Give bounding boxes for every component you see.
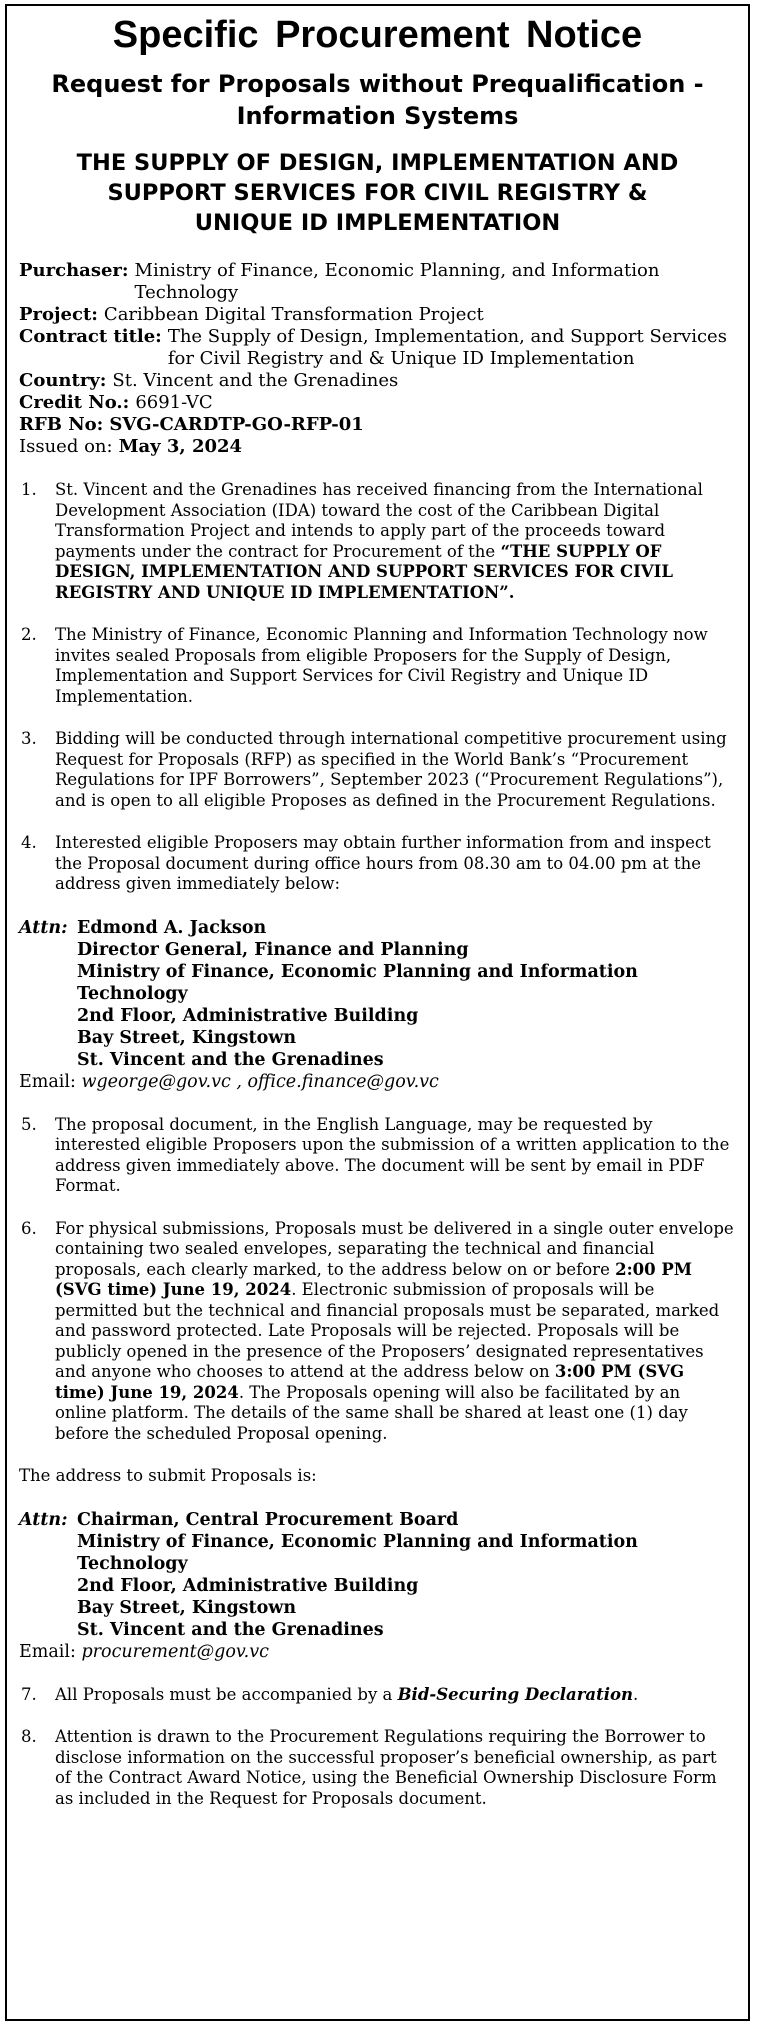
paragraph-2 — [19, 625, 736, 707]
country-label: Country: — [19, 370, 107, 391]
country-value: St. Vincent and the Grenadines — [112, 370, 399, 391]
paragraph-1-contract-name: “THE SUPPLY OF DESIGN, IMPLEMENTATION AND SUPPORT SERVICES FOR CIVIL REGISTRY AND UNIQUE ID IMPLEMENTATION”. — [55, 541, 673, 602]
paragraph-number: 6. — [21, 1218, 37, 1238]
attn-label: Attn: — [19, 1509, 68, 1530]
address-intro: The address to submit Proposals is: — [19, 1466, 317, 1485]
paragraph-1 — [19, 480, 736, 603]
credit-label: Credit No.: — [19, 392, 130, 413]
credit-value: 6691-VC — [135, 392, 213, 413]
email-label: Email: — [19, 1071, 76, 1092]
recipient-floor: 2nd Floor, Administrative Building — [77, 1575, 419, 1596]
recipient-ministry: Ministry of Finance, Economic Planning and Information Technology — [77, 1531, 638, 1574]
paragraph-number: 8. — [21, 1727, 37, 1746]
purchaser-value: Ministry of Finance, Economic Planning, and Information Technology — [134, 260, 660, 303]
project-title-line-1: THE SUPPLY OF DESIGN, IMPLEMENTATION AND — [76, 150, 679, 176]
issued-row — [19, 436, 736, 458]
project-value: Caribbean Digital Transformation Project — [103, 304, 484, 325]
paragraph-4-text: Interested eligible Proposers may obtain further information from and inspect the Proposal document during office hours from 08.30 am to 04.00 pm at the address given immediately below: — [55, 833, 711, 893]
email-label: Email: — [19, 1641, 76, 1662]
notice-subtitle — [19, 68, 736, 132]
paragraph-3 — [19, 729, 736, 811]
paragraph-number: 3. — [21, 729, 37, 748]
contact-address — [19, 917, 736, 1071]
paragraph-7-text: All Proposals must be accompanied by a — [55, 1684, 393, 1704]
paragraph-number: 2. — [21, 625, 37, 644]
contract-row — [19, 326, 736, 370]
project-title-line-2: SUPPORT SERVICES FOR CIVIL REGISTRY & — [107, 180, 648, 206]
contact-floor: 2nd Floor, Administrative Building — [77, 1005, 419, 1026]
contact-country: St. Vincent and the Grenadines — [77, 1049, 384, 1070]
paragraph-number: 1. — [21, 480, 37, 499]
recipient-country: St. Vincent and the Grenadines — [77, 1619, 384, 1640]
issued-value: May 3, 2024 — [118, 436, 243, 457]
paragraph-6-text-a: For physical submissions, Proposals must be delivered in a single outer envelope containing two sealed envelopes, separating the technical and financial proposals, each clearly marked, to the address below on or before — [55, 1218, 734, 1279]
paragraph-5 — [19, 1115, 736, 1197]
notice-frame — [5, 4, 750, 2021]
purchaser-row — [19, 260, 736, 304]
paragraph-2-text: The Ministry of Finance, Economic Planning and Information Technology now invites sealed Proposals from eligible Proposers for the Supply of Design, Implementation and Support Services for Civil Registry and Unique ID Implementation. — [55, 625, 708, 706]
project-title — [19, 148, 736, 238]
paragraph-6-text-c: . The Proposals opening will also be facilitated by an online platform. The details of the same shall be shared at least one (1) day before the scheduled Proposal opening. — [55, 1382, 688, 1443]
paragraph-7 — [19, 1685, 736, 1706]
paragraph-6 — [19, 1219, 736, 1445]
recipient-street: Bay Street, Kingstown — [77, 1597, 297, 1618]
bid-securing-declaration: Bid-Securing Declaration — [397, 1684, 633, 1704]
attn-label: Attn: — [19, 917, 68, 938]
contact-ministry: Ministry of Finance, Economic Planning and Information Technology — [77, 961, 638, 1004]
notice-title: Specific Procurement Notice — [112, 14, 643, 56]
country-row — [19, 370, 736, 392]
contact-email-link[interactable]: wgeorge@gov.vc , office.finance@gov.vc — [81, 1071, 439, 1092]
recipient-title: Chairman, Central Procurement Board — [77, 1509, 459, 1530]
paragraph-5-text: The proposal document, in the English Language, may be requested by interested eligible Proposers upon the submission of a written application to the address given immediately above. The document will be sent by email in PDF Format. — [55, 1114, 730, 1195]
rfb-row — [19, 414, 736, 436]
paragraph-1-text: St. Vincent and the Grenadines has received financing from the International Development Association (IDA) toward the cost of the Caribbean Digital Transformation Project and intends to apply part of the proceeds toward payments under the contract for Procurement of the — [55, 480, 703, 561]
submission-email-link[interactable]: procurement@gov.vc — [81, 1641, 269, 1662]
submission-address — [19, 1509, 736, 1641]
paragraph-7-end: . — [633, 1684, 639, 1704]
rfb-label: RFB No: — [19, 414, 104, 435]
paragraph-3-text: Bidding will be conducted through international competitive procurement using Request for Proposals (RFP) as specified in the World Bank’s “Procurement Regulations for IPF Borrowers”, September 2023 (“Procurement Regulations”), and is open to all eligible Proposes as defined in the Procurement Regulations. — [55, 729, 727, 810]
contact-name: Edmond A. Jackson — [77, 917, 267, 938]
contract-label: Contract title: — [19, 326, 162, 347]
submission-email-row — [19, 1641, 736, 1663]
submission-deadline: 2:00 PM (SVG time) June 19, 2024 — [55, 1259, 693, 1299]
opening-time: 3:00 PM (SVG time) June 19, 2024 — [55, 1362, 685, 1402]
contact-title: Director General, Finance and Planning — [77, 939, 469, 960]
issued-label: Issued on: — [19, 436, 113, 457]
purchaser-label: Purchaser: — [19, 260, 129, 281]
subtitle-line-1: Request for Proposals without Prequalification - — [51, 70, 704, 98]
contact-street: Bay Street, Kingstown — [77, 1027, 297, 1048]
paragraph-6-text-b: . Electronic submission of proposals will be permitted but the technical and financial proposals must be separated, marked and password protected. Late Proposals will be rejected. Proposals will be publicly opened in the presence of the Proposers’ designated representatives and anyone who chooses to attend at the address below on — [55, 1280, 720, 1381]
paragraph-number: 5. — [21, 1114, 37, 1134]
contract-value: The Supply of Design, Implementation, and Support Services for Civil Registry and & Unique ID Implementation — [167, 326, 727, 369]
paragraph-8-text: Attention is drawn to the Procurement Regulations requiring the Borrower to disclose information on the successful proposer’s beneficial ownership, as part of the Contract Award Notice, using the Beneficial Ownership Disclosure Form as included in the Request for Proposals document. — [55, 1727, 717, 1808]
paragraph-number: 7. — [21, 1684, 37, 1704]
rfb-value: SVG-CARDTP-GO-RFP-01 — [109, 414, 364, 435]
project-title-line-3: UNIQUE ID IMPLEMENTATION — [194, 210, 561, 236]
paragraph-4 — [19, 833, 736, 895]
paragraph-8 — [19, 1727, 736, 1809]
credit-row — [19, 392, 736, 414]
subtitle-line-2: Information Systems — [236, 102, 519, 130]
contact-email-row — [19, 1071, 736, 1093]
paragraph-number: 4. — [21, 833, 37, 852]
project-row — [19, 304, 736, 326]
notice-metadata — [19, 260, 736, 458]
project-label: Project: — [19, 304, 98, 325]
